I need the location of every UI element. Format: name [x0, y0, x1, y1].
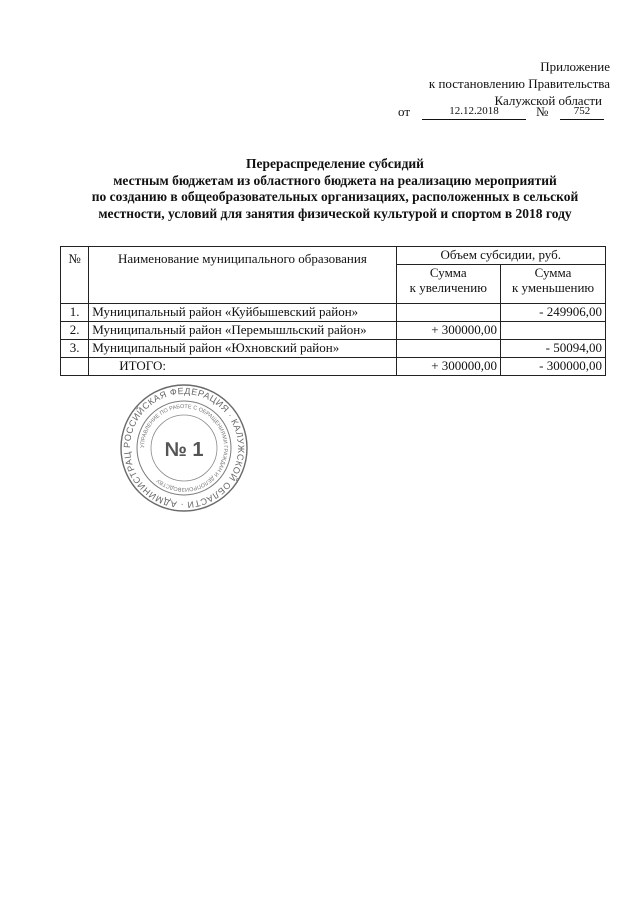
- seal-outer-text: РОССИЙСКАЯ ФЕДЕРАЦИЯ · КАЛУЖСКОЙ ОБЛАСТИ · АДМИНИСТРАЦ: [121, 385, 247, 511]
- row-name: Муниципальный район «Юхновский район»: [89, 340, 396, 358]
- header-no: №: [61, 247, 89, 304]
- table-row: [61, 322, 606, 340]
- row-name: Муниципальный район «Перемышльский район»: [89, 322, 396, 340]
- seal-graphic: [118, 382, 250, 514]
- decree-date: 12.12.2018: [422, 104, 526, 120]
- title-line-1: Перераспределение субсидий: [246, 156, 424, 171]
- from-label: от: [398, 104, 411, 119]
- row-name: Муниципальный район «Куйбышевский район»: [89, 304, 396, 322]
- decree-number: 752: [560, 104, 604, 120]
- header-increase-line-2: к увеличению: [409, 280, 487, 295]
- header-decrease-line-2: к уменьшению: [511, 280, 595, 295]
- row-no: 1.: [61, 304, 89, 322]
- total-no: [61, 358, 89, 376]
- header-decrease-line-1: Сумма: [534, 265, 572, 280]
- document-title: [80, 156, 590, 222]
- header-decrease: [501, 265, 606, 304]
- appendix-region: Калужской области: [494, 93, 602, 108]
- row-no: 3.: [61, 340, 89, 358]
- total-decrease: - 300000,00: [501, 358, 606, 376]
- subsidy-table: [60, 246, 606, 376]
- title-line-3: по созданию в общеобразовательных организациях, расположенных в сельской: [91, 189, 579, 204]
- row-increase: [396, 304, 501, 322]
- total-increase: + 300000,00: [396, 358, 501, 376]
- official-seal: [118, 382, 250, 514]
- number-label: №: [536, 104, 549, 119]
- row-increase: + 300000,00: [396, 322, 501, 340]
- row-no: 2.: [61, 322, 89, 340]
- row-decrease: - 50094,00: [501, 340, 606, 358]
- row-decrease: [501, 322, 606, 340]
- decree-date-number: [398, 104, 608, 122]
- title-line-2: местным бюджетам из областного бюджета на реализацию мероприятий: [113, 172, 557, 188]
- total-label: ИТОГО:: [89, 358, 396, 376]
- table-row: [61, 340, 606, 358]
- header-increase: [396, 265, 501, 304]
- seal-inner-text: УПРАВЛЕНИЕ ПО РАБОТЕ С ОБРАЩЕНИЯМИ ГРАЖДАН И ДЕЛОПРОИЗВОДСТВУ: [139, 403, 229, 493]
- appendix-title: Приложение: [540, 59, 610, 74]
- table-header-row: [61, 247, 606, 265]
- appendix-header: [380, 58, 610, 109]
- appendix-decree: к постановлению Правительства: [428, 76, 610, 91]
- header-name: Наименование муниципального образования: [89, 247, 396, 304]
- row-decrease: - 249906,00: [501, 304, 606, 322]
- row-increase: [396, 340, 501, 358]
- seal-center-number: № 1: [164, 439, 204, 461]
- header-increase-line-1: Сумма: [429, 265, 467, 280]
- table-total-row: [61, 358, 606, 376]
- header-amount-group: Объем субсидии, руб.: [396, 247, 605, 265]
- table-row: [61, 304, 606, 322]
- title-line-4: местности, условий для занятия физической культурой и спортом в 2018 году: [98, 205, 572, 221]
